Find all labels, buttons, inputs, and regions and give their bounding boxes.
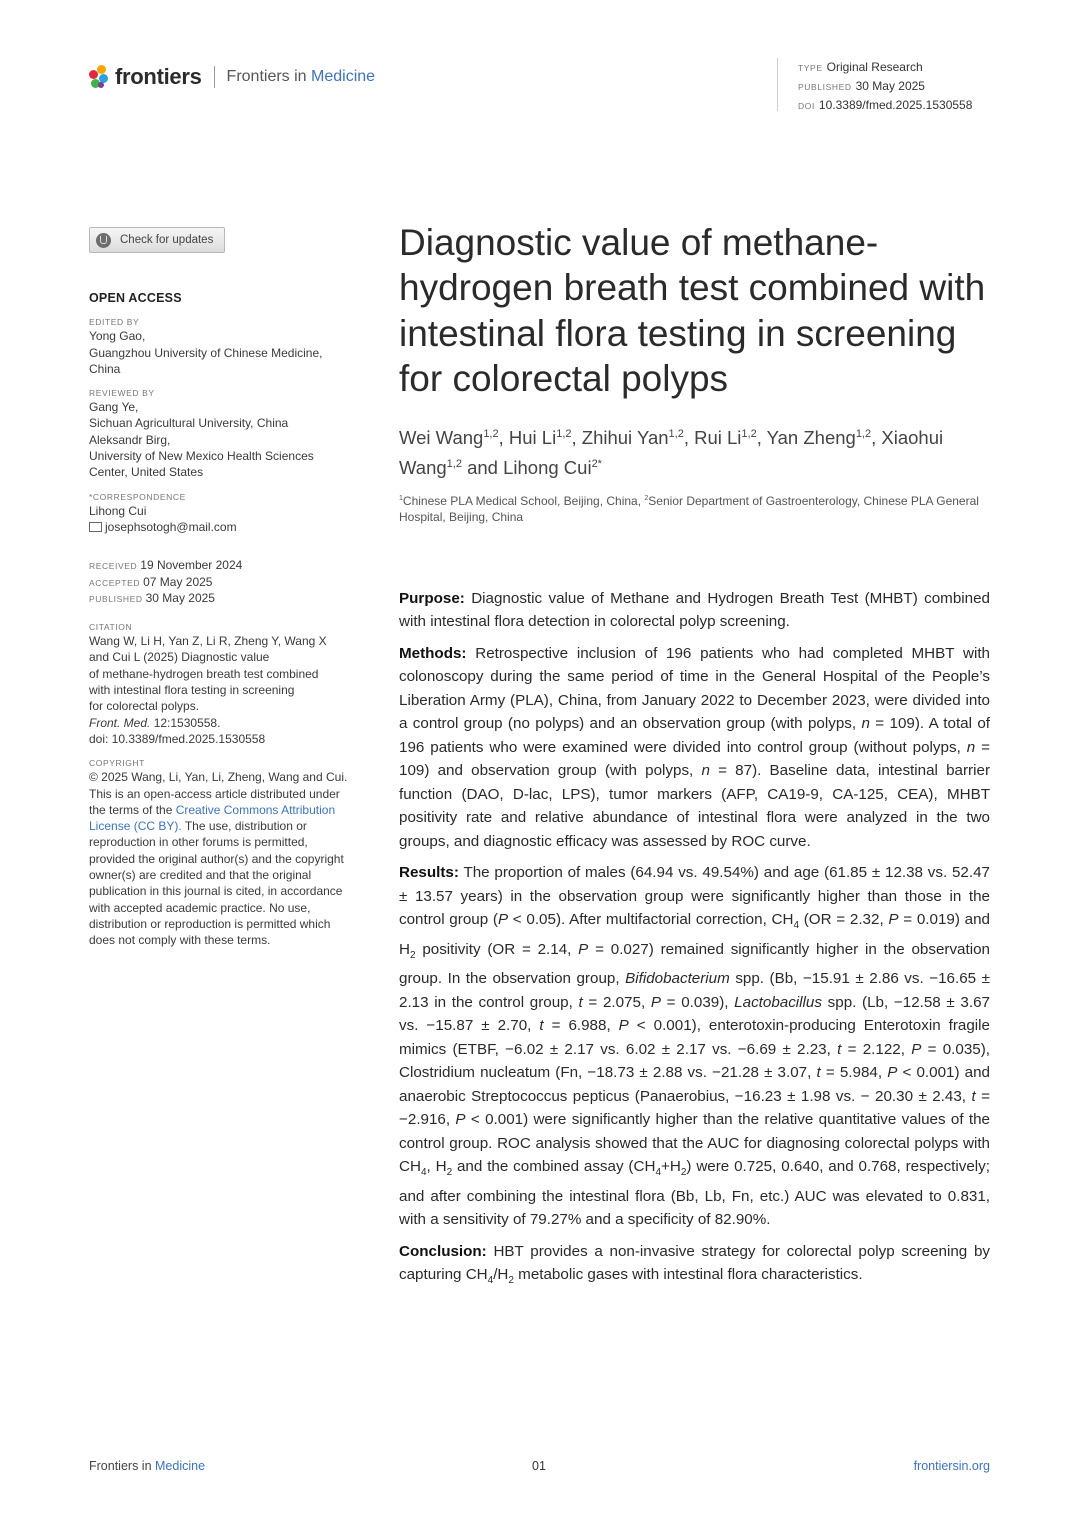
- correspondence: *CORRESPONDENCE Lihong Cui josephsotogh@mail.com: [89, 491, 354, 536]
- check-for-updates-button[interactable]: Check for updates: [89, 227, 225, 253]
- abstract-results: Results: The proportion of males (64.94 vs. 49.54%) and age (61.85 ± 12.38 vs. 52.47 ± 13.57 years) in the observation group were significantly higher than those in the control group (P < 0.05). After multifactorial correction, $CH_4$ (OR = 2.32, P = 0.019) and $H_2$ positivity (OR = 2.14, P = 0.027) remained significantly higher in the observation group. In the observation group, Bifidobacterium spp. (Bb, −15.91 ± 2.86 vs. −16.65 ± 2.13 in the control group, t = 2.075, P = 0.039), Lactobacillus spp. (Lb, −12.58 ± 3.67 vs. −15.87 ± 2.70, t = 6.988, P < 0.001), enterotoxin-producing Enterotoxin fragile mimics (ETBF, −6.02 ± 2.17 vs. 6.02 ± 2.17 vs. −6.69 ± 2.23, t = 2.122, P = 0.035), Clostridium nucleatum (Fn, −18.73 ± 2.88 vs. −21.28 ± 3.07, t = 5.984, P < 0.001) and anaerobic Streptococcus pepticus (Panaerobius, −16.23 ± 1.98 vs. − 20.30 ± 2.43, t = −2.916, P < 0.001) were significantly higher than the relative quantitative values of the control group. ROC analysis showed that the AUC for diagnosing colorectal polyps with $CH_4$, $H_2$ and the combined assay $(CH_4+H_2)$ were 0.725, 0.640, and 0.768, respectively; and after combining the intestinal flora (Bb, Lb, Fn, etc.) AUC was elevated to 0.831, with a sensitivity of 79.27% and a specificity of 82.90%.: [399, 864, 990, 1229]
- sidebar: [89, 227, 354, 949]
- footer-journal: Frontiers in Medicine: [89, 1459, 206, 1473]
- footer-site-link[interactable]: frontiersin.org: [913, 1459, 990, 1473]
- copyright: COPYRIGHT © 2025 Wang, Li, Yan, Li, Zheng, Wang and Cui. This is an open-access article distributed under the terms of the Creative Commons Attribution License (CC BY). The use, distribution or reproduction in other forums is permitted, provided the original author(s) and the copyright owner(s) are credited and that the original publication in this journal is cited, in accordance with accepted academic practice. No use, distribution or reproduction is permitted which does not comply with these terms.: [89, 758, 348, 948]
- abstract-purpose: Purpose: Diagnostic value of Methane and Hydrogen Breath Test (MHBT) combined with intestinal flora detection in colorectal polyp screening.: [399, 589, 990, 630]
- frontiers-logo[interactable]: [89, 64, 375, 90]
- journal-name: Frontiers in Medicine: [226, 68, 376, 85]
- bookmark-icon: [96, 233, 111, 248]
- correspondence-email[interactable]: josephsotogh@mail.com: [89, 519, 354, 535]
- article-main: [399, 220, 990, 1301]
- article-title: Diagnostic value of methane-hydrogen breath test combined with intestinal flora testing in screening for colorectal polyps: [399, 222, 986, 399]
- abstract: [399, 587, 990, 1293]
- article-dates: RECEIVED 19 November 2024 ACCEPTED 07 May 2025 PUBLISHED 30 May 2025: [89, 558, 243, 605]
- frontiers-logo-icon: [89, 64, 109, 90]
- abstract-methods: Methods: Retrospective inclusion of 196 patients who had completed MHBT with colonoscopy during the same period of time in the General Hospital of the People’s Liberation Army (PLA), China, from January 2022 to December 2023, were divided into a control group (no polyps) and an observation group (with polyps, n = 109). A total of 196 patients who were examined were divided into control group (without polyps, n = 109) and observation group (with polyps, n = 87). Baseline data, intestinal barrier function (DAO, D-lac, LPS), tumor markers (AFP, CA19-9, CA-125, CEA), MHBT positivity rate and relative abundance of intestinal flora were analyzed in the two groups, and diagnostic efficacy was assessed by ROC curve.: [399, 644, 990, 850]
- reviewed-by: REVIEWED BY Gang Ye, Sichuan Agricultural University, China Aleksandr Birg, University of New Mexico Health Sciences Center, United States: [89, 388, 314, 480]
- logo-divider: [214, 66, 215, 88]
- affiliations: $^1$Chinese PLA Medical School, Beijing, China, $^2$Senior Department of Gastroenterology, Chinese PLA General Hospital, Beijing, China: [399, 493, 979, 524]
- envelope-icon: [89, 522, 102, 532]
- page-number: 01: [532, 1459, 546, 1473]
- article-doi[interactable]: DOI 10.3389/fmed.2025.1530558: [798, 98, 973, 112]
- article-published: PUBLISHED 30 May 2025: [798, 79, 925, 93]
- brand-name: frontiers: [115, 64, 202, 89]
- article-meta: [777, 58, 972, 111]
- edited-by: EDITED BY Yong Gao, Guangzhou University of Chinese Medicine, China: [89, 317, 323, 376]
- abstract-conclusion: Conclusion: HBT provides a non-invasive strategy for colorectal polyp screening by capturing $CH_4/H_2$ metabolic gases with intestinal flora characteristics.: [399, 1242, 990, 1287]
- open-access-label: OPEN ACCESS: [89, 291, 182, 305]
- cc-by-license-link[interactable]: Creative Commons Attribution License (CC BY).: [89, 802, 336, 834]
- citation: CITATION Wang W, Li H, Yan Z, Li R, Zheng Y, Wang X and Cui L (2025) Diagnostic value of methane-hydrogen breath test combined with intestinal flora testing in screening for colorectal polyps. Front. Med. 12:1530558. doi: 10.3389/fmed.2025.1530558: [89, 622, 327, 746]
- article-type: TYPE Original Research: [798, 60, 923, 74]
- author-list: Wei Wang$^{1,2}$, Hui Li$^{1,2}$, Zhihui Yan$^{1,2}$, Rui Li$^{1,2}$, Yan Zheng$^{1,2}$, Xiaohui Wang$^{1,2}$ and Lihong Cui$^{2*}$: [399, 427, 944, 479]
